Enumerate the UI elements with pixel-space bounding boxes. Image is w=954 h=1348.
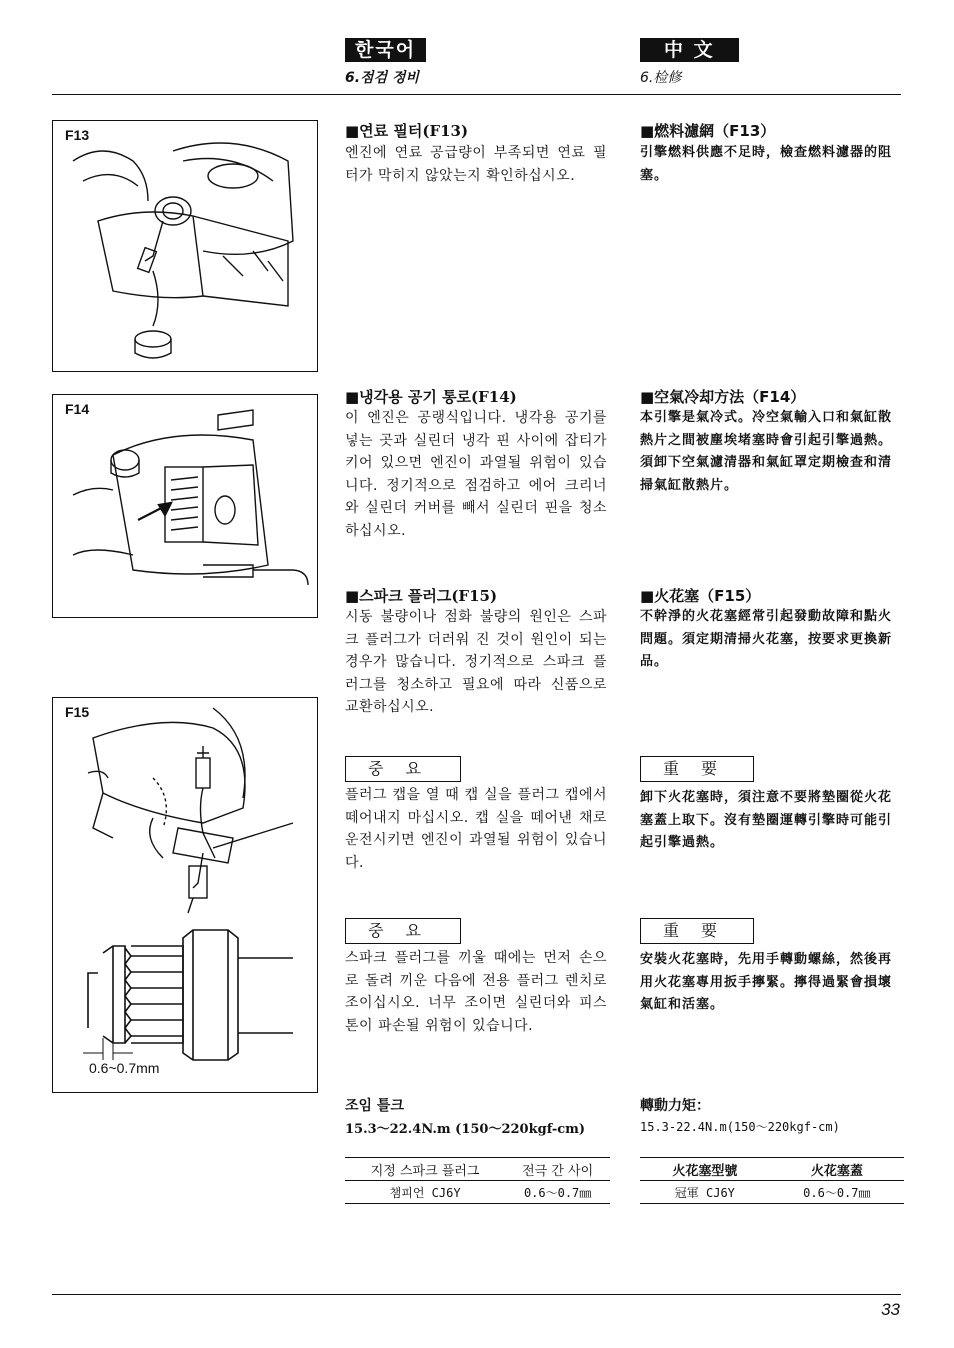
spark-plug-illustration	[53, 698, 317, 1092]
zh-torque-value: 15.3-22.4N.m(150～220kgf-cm)	[640, 1120, 840, 1134]
ko-table-header-gap: 전극 간 사이	[505, 1158, 610, 1181]
ko-torque-value: 15.3～22.4N.m (150～220kgf-cm)	[345, 1122, 586, 1137]
zh-table-header-gap: 火花塞蓋	[770, 1158, 904, 1181]
zh-important-box-2: 重要	[640, 918, 754, 944]
zh-important-body-1: 卸下火花塞時，須注意不要將墊圈從火花塞蓋上取下。沒有墊圈運轉引擎時可能引起引擎過熱。	[640, 790, 893, 850]
ko-spec-table	[345, 1157, 610, 1204]
ko-spark-plug-body: 시동 불량이나 점화 불량의 원인은 스파크 플러그가 더러워 진 것이 원인이 되는 경우가 많습니다. 정기적으로 스파크 플러그를 청소하고 필요에 따라 신품으로 교환하십시오.	[345, 609, 607, 715]
ko-cooling-air-body: 이 엔진은 공랭식입니다. 냉각용 공기를 넣는 곳과 실린더 냉각 핀 사이에 잡티가 키어 있으면 엔진이 과열될 위험이 있습니다. 정기적으로 점검하고 에어 크리너와 실린더 커버를 빼서 실린더 핀을 청소하십시오.	[345, 410, 607, 539]
zh-fuel-filter-title: ■燃料濾網（F13）	[640, 122, 776, 140]
chinese-language-tag: 中 文	[640, 38, 739, 62]
zh-important-body-2: 安裝火花塞時，先用手轉動螺絲，然後再用火花塞專用扳手擰緊。擰得過緊會損壞氣缸和活塞。	[640, 952, 893, 1012]
fuel-filter-illustration	[53, 121, 317, 371]
korean-section-title: 6.점검 정비	[345, 70, 420, 86]
ko-important-body-2: 스파크 플러그를 끼울 때에는 먼저 손으로 돌려 끼운 다음에 전용 플러그 렌치로 조이십시오. 너무 조이면 실린더와 피스톤이 파손될 위험이 있습니다.	[345, 950, 607, 1034]
ko-torque-title: 조임 틀크	[345, 1098, 404, 1114]
zh-fuel-filter-body: 引擎燃料供應不足時，檢查燃料濾器的阻塞。	[640, 145, 893, 183]
ko-table-cell-gap: 0.6～0.7㎜	[505, 1181, 610, 1204]
cooling-fins-illustration	[53, 395, 317, 617]
header-rule	[52, 94, 901, 95]
chinese-section-title: 6.检修	[640, 70, 682, 86]
figure-f14	[52, 394, 318, 618]
zh-table-header-plug: 火花塞型號	[640, 1158, 770, 1181]
zh-cooling-air-title: ■空氣冷却方法（F14）	[640, 388, 806, 406]
figure-f14-label: F14	[65, 401, 90, 417]
ko-fuel-filter-body: 엔진에 연료 공급량이 부족되면 연료 필터가 막히지 않았는지 확인하십시오.	[345, 145, 607, 184]
ko-cooling-air-title: ■냉각용 공기 통로(F14)	[345, 388, 517, 406]
ko-spark-plug-title: ■스파크 플러그(F15)	[345, 587, 498, 605]
zh-cooling-air-body: 本引擎是氣冷式。冷空氣輸入口和氣缸散熱片之間被塵埃堵塞時會引起引擎過熱。須卸下空氣濾清器和氣缸罩定期檢查和清掃氣缸散熱片。	[640, 410, 893, 493]
figure-f15-label: F15	[65, 704, 90, 720]
ko-important-body-1: 플러그 캡을 열 때 캡 실을 플러그 캡에서 떼어내지 마십시오. 캡 실을 떼어낸 채로 운전시키면 엔진이 과열될 위험이 있습니다.	[345, 787, 607, 871]
ko-table-header-plug: 지정 스파크 플러그	[345, 1158, 505, 1181]
zh-table-cell-plug: 冠軍 CJ6Y	[640, 1181, 770, 1204]
page-number: 33	[881, 1300, 900, 1319]
zh-spark-plug-body: 不幹淨的火花塞經常引起發動故障和點火問題。須定期清掃火花塞，按要求更換新品。	[640, 609, 893, 669]
zh-spark-plug-title: ■火花塞（F15）	[640, 587, 761, 605]
ko-table-cell-plug: 챔피언 CJ6Y	[345, 1181, 505, 1204]
figure-f13	[52, 120, 318, 372]
zh-table-cell-gap: 0.6～0.7㎜	[770, 1181, 904, 1204]
ko-important-box-2: 중요	[345, 918, 461, 944]
footer-rule	[52, 1294, 901, 1295]
ko-fuel-filter-title: ■연료 필터(F13)	[345, 122, 469, 140]
zh-torque-title: 轉動力矩：	[640, 1098, 710, 1114]
gap-dimension-label: 0.6~0.7mm	[89, 1060, 160, 1076]
figure-f13-label: F13	[65, 127, 90, 143]
korean-language-tag: 한국어	[345, 38, 426, 62]
figure-f15	[52, 697, 318, 1093]
ko-important-box-1: 중요	[345, 756, 461, 782]
zh-spec-table	[640, 1157, 904, 1204]
zh-important-box-1: 重要	[640, 756, 754, 782]
